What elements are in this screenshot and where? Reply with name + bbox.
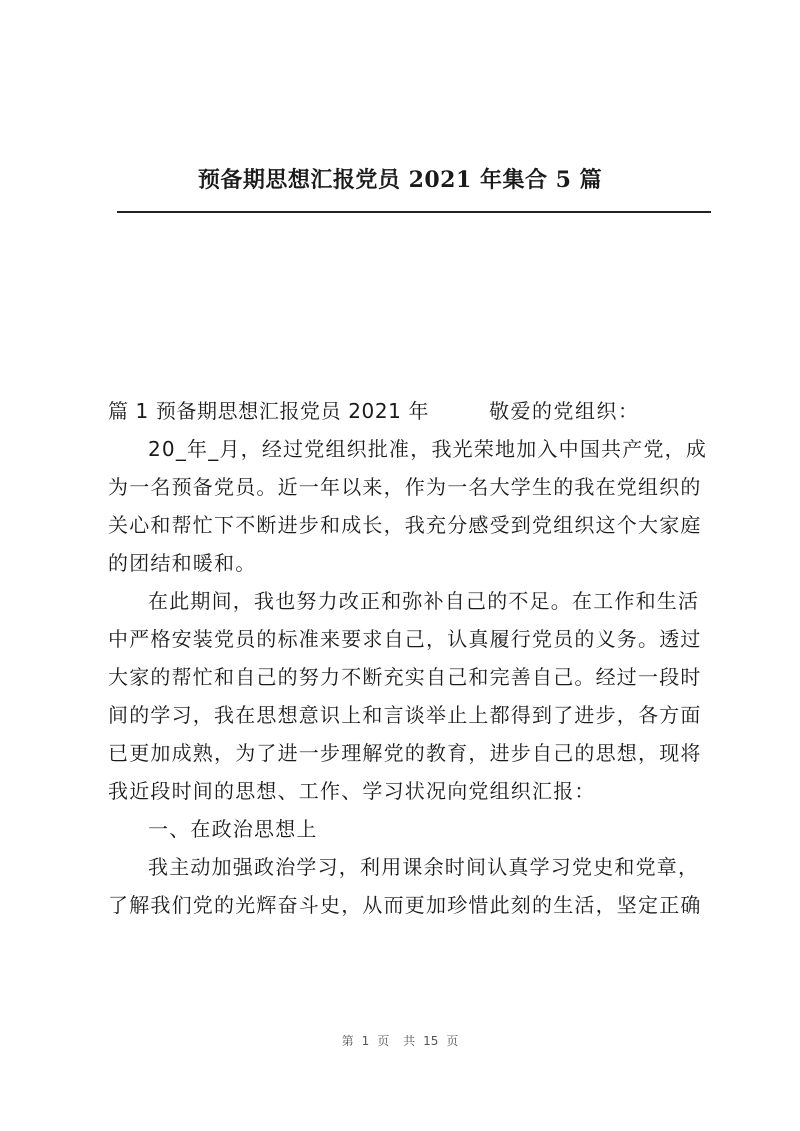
paragraph-line: 中严格安装党员的标准来要求自己，认真履行党员的义务。透过 (108, 627, 702, 651)
paragraph-line: 关心和帮忙下不断进步和成长，我充分感受到党组织这个大家庭 (108, 513, 702, 537)
footer-label-page: 第 (341, 1034, 354, 1048)
page-footer (0, 1032, 800, 1049)
paragraph-line: 间的学习，我在思想意识上和言谈举止上都得到了进步，各方面 (108, 703, 702, 727)
salutation: 敬爱的党组织： (489, 399, 640, 423)
paragraph-line: 的团结和暖和。 (108, 551, 257, 575)
section-heading: 篇 1 预备期思想汇报党员 2021 年 (108, 399, 430, 423)
paragraph-line: 20_年_月，经过党组织批准，我光荣地加入中国共产党，成 (148, 437, 708, 461)
title-underline (117, 211, 711, 213)
paragraph-line: 我近段时间的思想、工作、学习状况向党组织汇报： (108, 779, 596, 803)
document-title: 预备期思想汇报党员 2021 年集合 5 篇 (197, 167, 603, 193)
section-heading-line (108, 392, 708, 430)
paragraph-line: 我主动加强政治学习，利用课余时间认真学习党史和党章， (148, 855, 700, 879)
subsection-heading: 一、在政治思想上 (148, 817, 318, 841)
paragraph-line: 在此期间，我也努力改正和弥补自己的不足。在工作和生活 (148, 589, 700, 613)
paragraph-line: 为一名预备党员。近一年以来，作为一名大学生的我在党组织的 (108, 475, 702, 499)
document-body (108, 392, 708, 924)
footer-total-pages: 15 (423, 1034, 439, 1048)
paragraph-line: 大家的帮忙和自己的努力不断充实自己和完善自己。经过一段时 (108, 665, 702, 689)
paragraph-line: 了解我们党的光辉奋斗史，从而更加珍惜此刻的生活，坚定正确 (108, 893, 702, 917)
footer-page-number: 1 (361, 1034, 370, 1048)
footer-label-page-of: 页 共 (377, 1034, 416, 1048)
footer-label-pages: 页 (446, 1034, 459, 1048)
paragraph-line: 已更加成熟，为了进一步理解党的教育，进步自己的思想，现将 (108, 741, 702, 765)
